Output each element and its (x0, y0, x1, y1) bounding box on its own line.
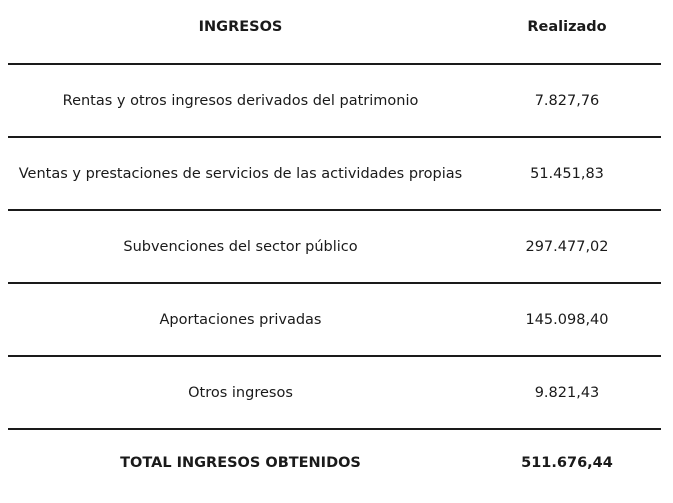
table-row (8, 65, 661, 138)
income-table (8, 0, 661, 503)
row-concept: Subvenciones del sector público (123, 238, 358, 255)
table-header (8, 0, 661, 65)
row-concept: Otros ingresos (188, 384, 293, 401)
table-row (8, 357, 661, 430)
total-value: 511.676,44 (521, 455, 613, 471)
header-ingresos: INGRESOS (198, 19, 283, 35)
table-row (8, 211, 661, 284)
header-realizado: Realizado (527, 19, 607, 35)
row-value: 297.477,02 (525, 238, 609, 255)
total-label: TOTAL INGRESOS OBTENIDOS (120, 455, 361, 471)
row-concept: Aportaciones privadas (159, 311, 322, 328)
row-value: 51.451,83 (530, 165, 604, 182)
row-concept: Ventas y prestaciones de servicios de las actividades propias (18, 165, 463, 182)
table-row (8, 138, 661, 211)
row-value: 9.821,43 (534, 384, 600, 401)
row-value: 7.827,76 (534, 92, 600, 109)
table-row (8, 284, 661, 357)
row-value: 145.098,40 (525, 311, 609, 328)
table-total-row (8, 430, 661, 503)
row-concept: Rentas y otros ingresos derivados del patrimonio (62, 92, 419, 109)
